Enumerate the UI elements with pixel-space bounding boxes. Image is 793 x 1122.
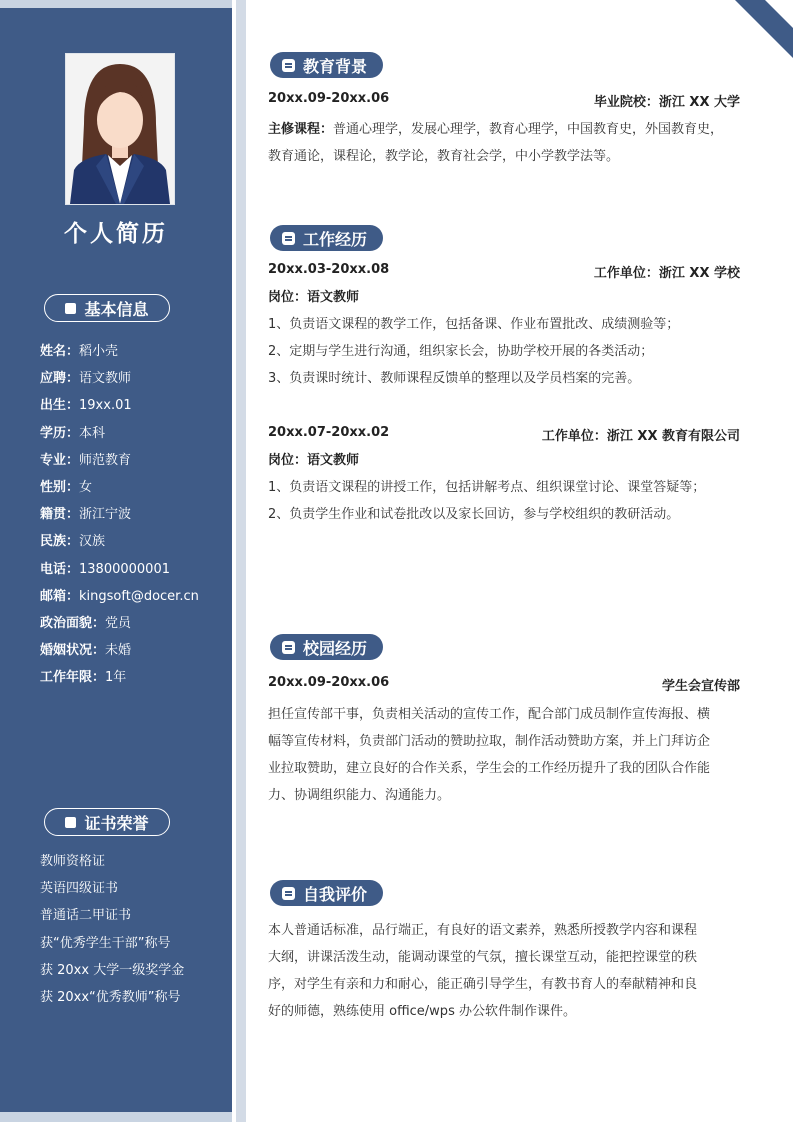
- profile-photo: [65, 53, 175, 205]
- corner-stripe: [713, 0, 793, 80]
- job-row: [268, 262, 740, 281]
- job-position: 岗位：语文教师: [268, 453, 360, 468]
- campus-line: 幅等宣传材料，负责部门活动的赞助拉取，制作活动赞助方案，并上门拜访企: [268, 734, 711, 749]
- campus-description: [268, 701, 740, 809]
- job-duty: 1、负责语文课程的讲授工作，包括讲解考点、组织课堂讨论、课堂答疑等；: [268, 480, 706, 495]
- education-date: 20xx.09-20xx.06: [268, 91, 390, 106]
- campus-line: 业拉取赞助，建立良好的合作关系，学生会的工作经历提升了我的团队合作能: [268, 761, 711, 776]
- self-eval-line: 序，对学生有亲和力和耐心，能正确引导学生，有教书育人的奉献精神和良: [268, 977, 698, 992]
- job-duty: 2、负责学生作业和试卷批改以及家长回访，参与学校组织的教研活动。: [268, 507, 680, 522]
- self-eval-heading-label: 自我评价: [303, 884, 368, 904]
- certificate-icon: [65, 817, 76, 828]
- basic-info-list: [40, 342, 230, 695]
- certificate-item: 英语四级证书: [40, 881, 119, 897]
- self-eval-line: 好的师德，熟练使用 office/wps 办公软件制作课件。: [268, 1004, 576, 1019]
- self-eval-description: [268, 917, 740, 1025]
- sidebar-bottom-strip: [0, 1112, 232, 1122]
- job-duty: 2、定期与学生进行沟通，组织家长会，协助学校开展的各类活动；: [268, 344, 654, 359]
- corner-decoration: [713, 0, 793, 80]
- campus-line: 力、协调组织能力、沟通能力。: [268, 788, 451, 803]
- certificate-item: 教师资格证: [40, 854, 106, 869]
- job-date: 20xx.07-20xx.02: [268, 425, 390, 440]
- info-row-email: 邮箱：kingsoft@docer.cn: [40, 588, 199, 604]
- job-row: [268, 425, 740, 444]
- certificate-item: 获“优秀学生干部”称号: [40, 935, 171, 951]
- self-eval-line: 本人普通话标准，品行端正，有良好的语文素养，熟悉所授教学内容和课程: [268, 923, 698, 938]
- education-icon: [282, 59, 295, 72]
- info-row-ethnicity: 民族：汉族: [40, 534, 106, 550]
- info-row-marital: 婚姻状况：未婚: [40, 643, 132, 659]
- comment-icon: [282, 887, 295, 900]
- id-card-icon: [65, 303, 76, 314]
- info-row-position: 应聘：语文教师: [40, 371, 132, 387]
- certificate-item: 获 20xx 大学一级奖学金: [40, 962, 185, 978]
- job-details: [268, 284, 740, 392]
- info-row-name: 姓名：稻小壳: [40, 344, 119, 359]
- work-heading: [270, 225, 383, 251]
- info-row-hometown: 籍贯：浙江宁波: [40, 507, 132, 523]
- work-icon: [282, 232, 295, 245]
- campus-icon: [282, 641, 295, 654]
- campus-row: [268, 675, 740, 694]
- info-row-phone: 电话：13800000001: [40, 561, 170, 577]
- education-heading-label: 教育背景: [303, 56, 368, 76]
- campus-date: 20xx.09-20xx.06: [268, 675, 390, 690]
- info-row-gender: 性别：女: [40, 479, 93, 495]
- campus-line: 担任宣传部干事，负责相关活动的宣传工作，配合部门成员制作宣传海报、横: [268, 707, 711, 722]
- certificates-heading: [44, 808, 170, 836]
- info-row-political: 政治面貌：党员: [40, 615, 132, 631]
- divider-strip: [236, 0, 246, 1122]
- job-duty: 3、负责课时统计、教师课程反馈单的整理以及学员档案的完善。: [268, 371, 641, 386]
- basic-info-heading-label: 基本信息: [84, 299, 149, 319]
- info-row-experience-years: 工作年限：1年: [40, 670, 127, 686]
- certificates-list: [40, 852, 230, 1015]
- education-row: [268, 91, 740, 110]
- education-courses: [268, 116, 740, 170]
- certificates-heading-label: 证书荣誉: [84, 813, 149, 833]
- sidebar-top-strip: [0, 0, 232, 8]
- job-company: 工作单位：浙江 XX 学校: [593, 266, 740, 281]
- certificate-item: 普通话二甲证书: [40, 908, 132, 924]
- job-duty: 1、负责语文课程的教学工作，包括备课、作业布置批改、成绩测验等；: [268, 317, 680, 332]
- courses-line: 教育通论，课程论，教学论，教育社会学，中小学教学法等。: [268, 149, 620, 164]
- job-company: 工作单位：浙江 XX 教育有限公司: [541, 429, 740, 444]
- self-eval-heading: [270, 880, 383, 906]
- job-date: 20xx.03-20xx.08: [268, 262, 390, 277]
- campus-org: 学生会宣传部: [661, 679, 740, 694]
- campus-heading: [270, 634, 383, 660]
- certificate-item: 获 20xx“优秀教师”称号: [40, 989, 181, 1005]
- info-row-birth: 出生：19xx.01: [40, 398, 132, 414]
- sidebar: [0, 0, 232, 1122]
- info-row-education: 学历：本科: [40, 425, 106, 441]
- job-position: 岗位：语文教师: [268, 290, 360, 305]
- self-eval-line: 大纲，讲课活泼生动，能调动课堂的气氛，擅长课堂互动，能把控课堂的秩: [268, 950, 698, 965]
- info-row-major: 专业：师范教育: [40, 452, 132, 468]
- courses-line: 普通心理学，发展心理学，教育心理学，中国教育史，外国教育史，: [333, 122, 724, 137]
- avatar-illustration: [66, 54, 174, 204]
- work-heading-label: 工作经历: [303, 229, 368, 249]
- job-details: [268, 447, 740, 528]
- basic-info-heading: [44, 294, 170, 322]
- campus-heading-label: 校园经历: [303, 638, 368, 658]
- education-heading: [270, 52, 383, 78]
- resume-title: 个人简历: [64, 221, 168, 247]
- education-school: 毕业院校：浙江 XX 大学: [593, 95, 740, 110]
- courses-label: 主修课程：: [268, 122, 334, 137]
